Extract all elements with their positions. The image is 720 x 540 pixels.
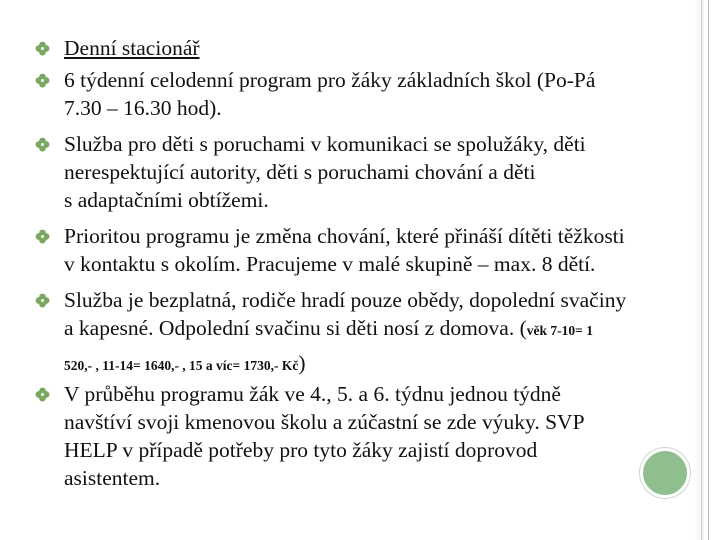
item-line: Služba je bezplatná, rodiče hradí pouze obědy, dopolední svačiny: [64, 288, 627, 312]
item-line: 7.30 – 16.30 hod).: [64, 96, 222, 120]
clover-icon: [35, 229, 50, 244]
item-line-text: a kapesné. Odpolední svačinu si děti nosí z domova. (: [64, 316, 527, 340]
item-line-prices: [64, 349, 700, 380]
frame-line-inner: [701, 0, 702, 540]
age-price-note-b: 520,- , 11-14= 1640,- , 15 a víc= 1730,- Kč: [64, 358, 299, 373]
item-line: HELP v případě potřeby pro tyto žáky zajistí doprovod: [64, 438, 538, 462]
clover-icon: [35, 73, 50, 88]
clover-icon: [35, 293, 50, 308]
bullet-text-6: [64, 380, 700, 492]
bullet-text-2: [64, 66, 700, 122]
item-line: Služba pro děti s poruchami v komunikaci se spolužáky, děti: [64, 132, 586, 156]
bullet-text-4: [64, 222, 700, 278]
item-line: v kontaktu s okolím. Pracujeme v malé skupině – max. 8 dětí.: [64, 252, 596, 276]
item-line: nerespektující autority, děti s poruchami chování a děti: [64, 160, 536, 184]
item-line: navštíví svoji kmenovou školu a zúčastní se zde výuky. SVP: [64, 410, 585, 434]
bullet-text-1: [64, 34, 700, 62]
item-line: asistentem.: [64, 466, 161, 490]
clover-icon: [35, 387, 50, 402]
bullet-text-3: [64, 130, 700, 214]
item-line: s adaptačními obtížemi.: [64, 188, 269, 212]
closing-paren: ): [298, 351, 306, 375]
clover-icon: [35, 137, 50, 152]
item-line: V průběhu programu žák ve 4., 5. a 6. týdnu jednou týdně: [64, 382, 561, 406]
item-line: Prioritou programu je změna chování, které přináší dítěti těžkosti: [64, 224, 625, 248]
clover-icon: [35, 41, 50, 56]
age-price-note-a: věk 7-10= 1: [526, 323, 593, 338]
frame-line-outer: [708, 0, 709, 540]
item-line: 6 týdenní celodenní program pro žáky základních škol (Po-Pá: [64, 68, 596, 92]
item-line-with-note: [64, 314, 700, 345]
item-line: Denní stacionář: [64, 36, 200, 60]
bullet-text-5: [64, 286, 700, 380]
